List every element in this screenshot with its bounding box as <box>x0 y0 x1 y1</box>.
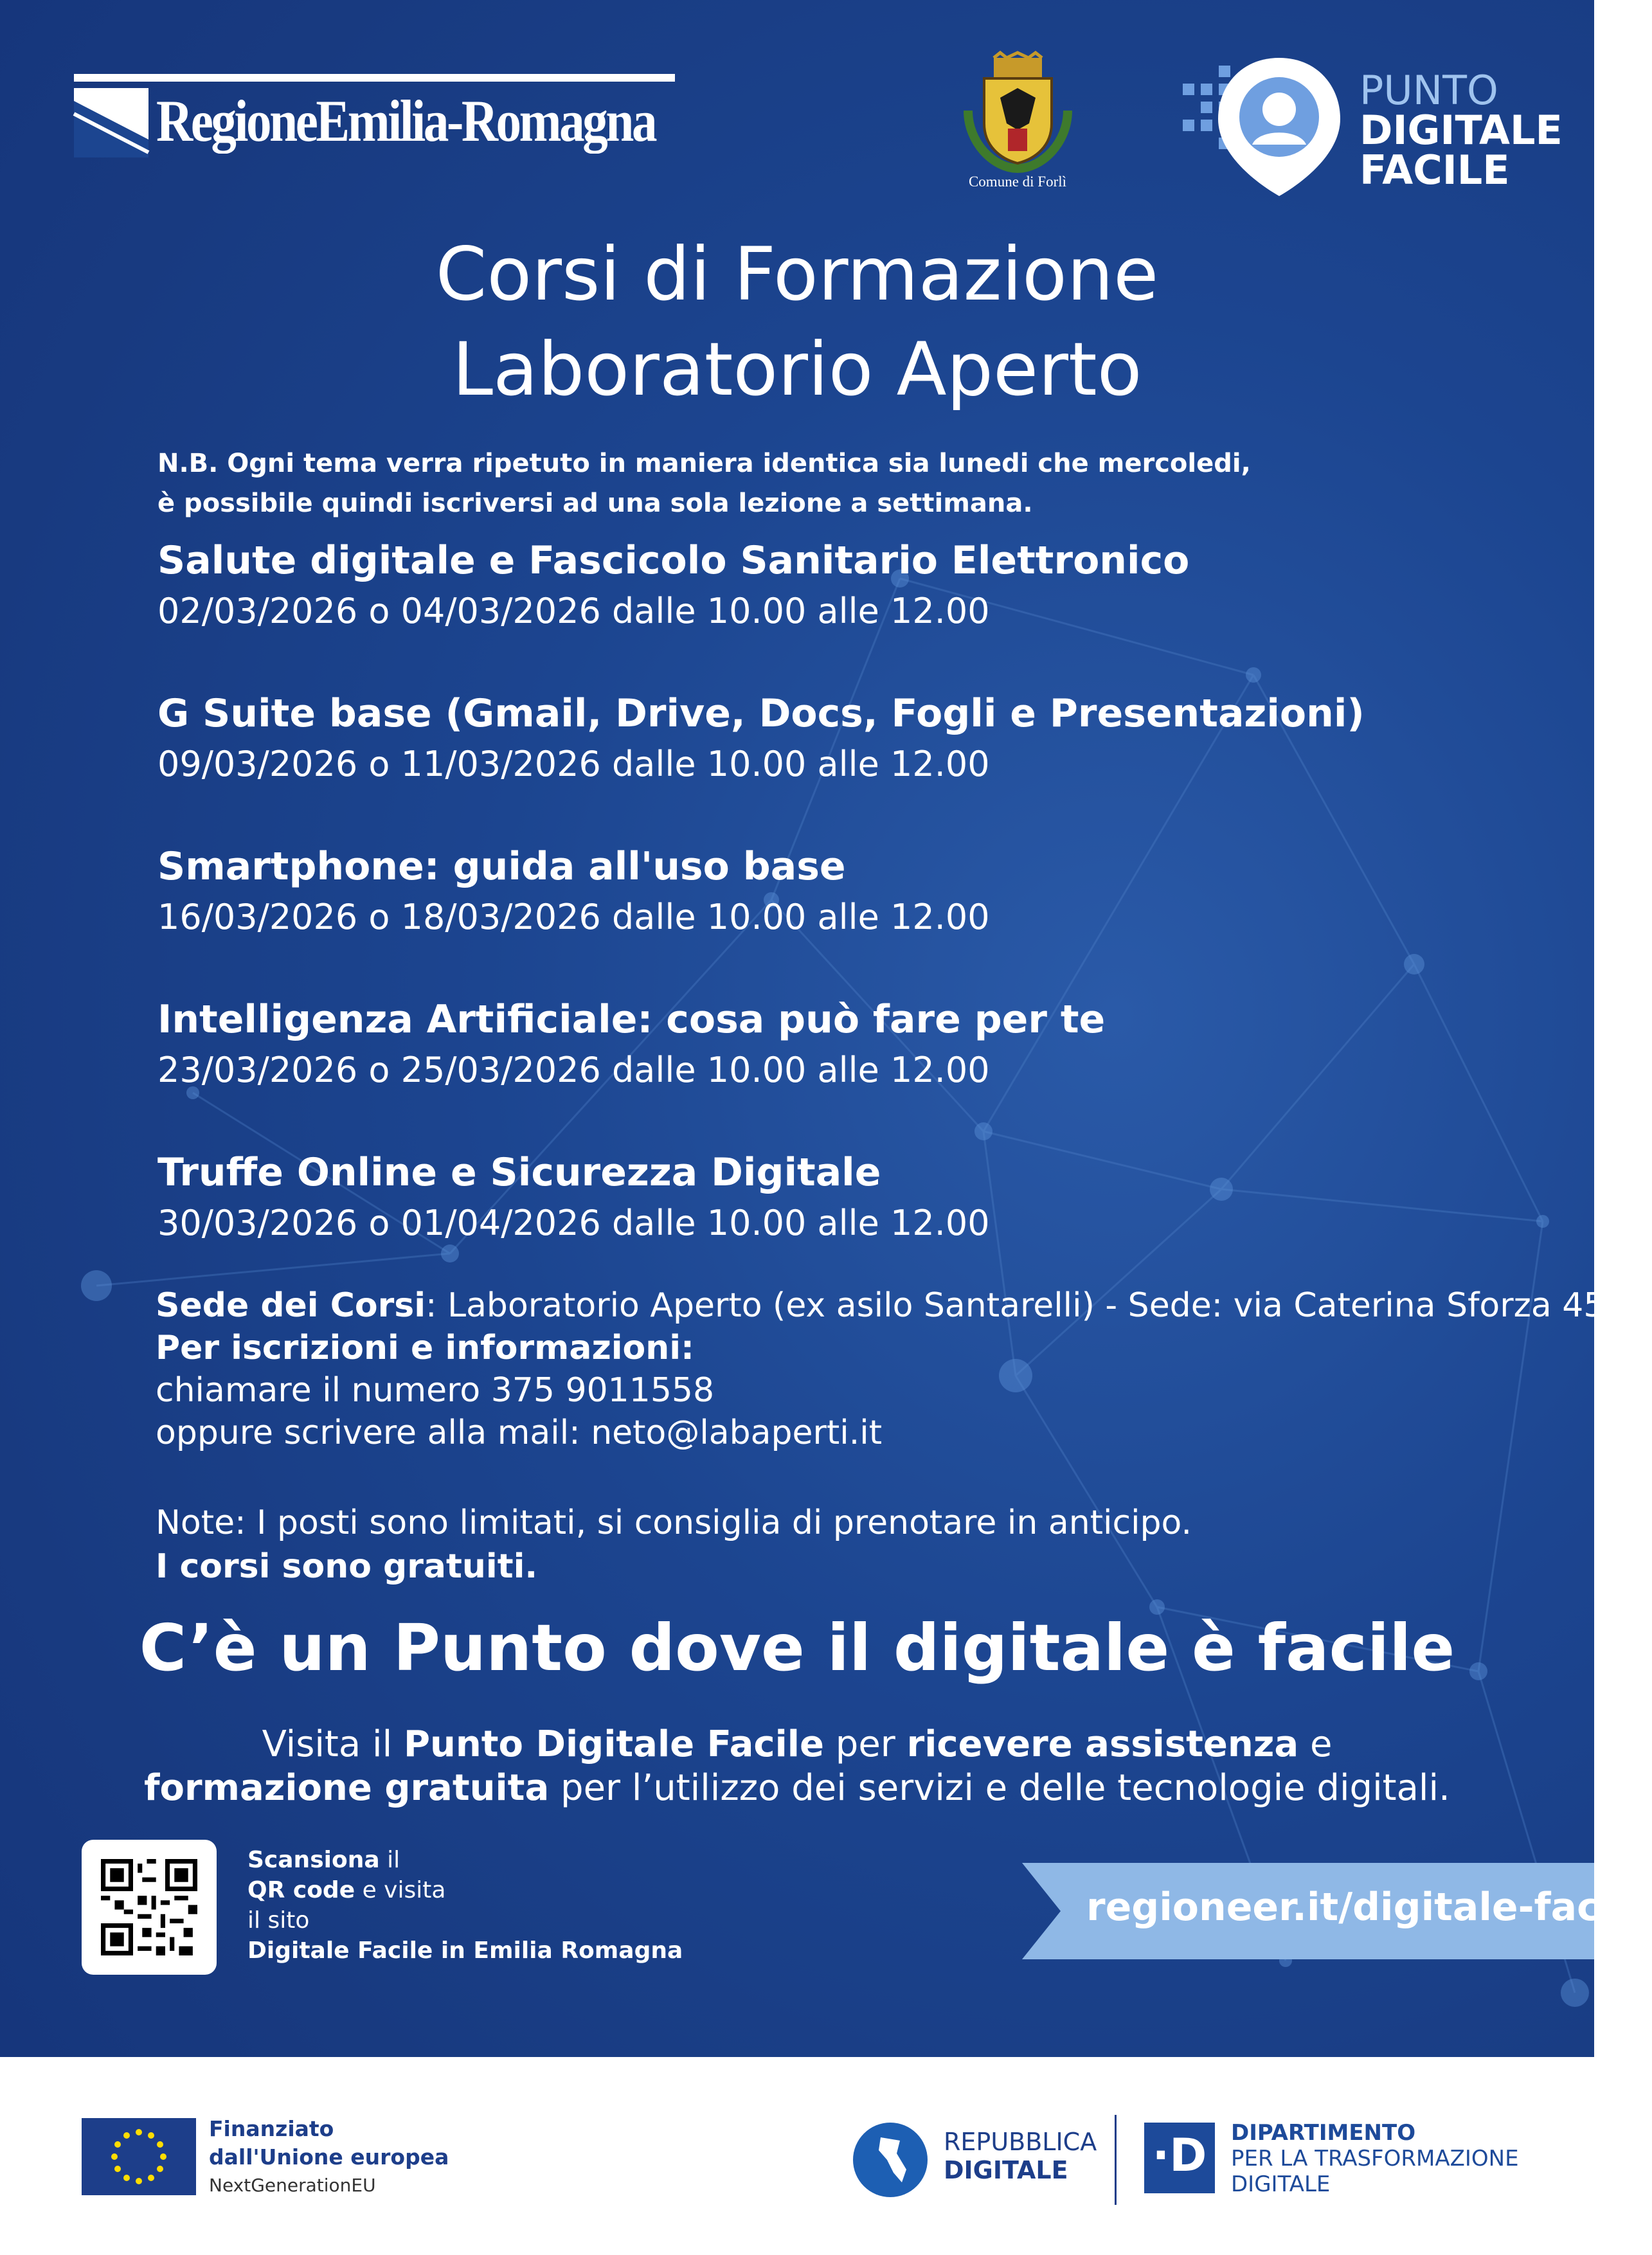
pdf-line-punto: PUNTO <box>1360 67 1498 114</box>
course-item <box>157 1147 990 1248</box>
page-title-line1: Corsi di Formazione <box>435 231 1159 317</box>
footer-divider <box>1115 2115 1117 2205</box>
course-title: Intelligenza Artificiale: cosa può fare per te <box>157 997 1106 1042</box>
qr-code[interactable] <box>82 1840 217 1975</box>
page-title-line2: Laboratorio Aperto <box>452 327 1142 412</box>
regione-flag-icon <box>74 88 148 157</box>
qr-instructions: Scansiona il QR code e visita il sito Digitale Facile in Emilia Romagna <box>247 1847 683 1964</box>
course-dates: 09/03/2026 o 11/03/2026 dalle 10.00 alle 12.00 <box>157 744 990 784</box>
note-line1: Note: I posti sono limitati, si consiglia di prenotare in anticipo. <box>156 1504 1192 1542</box>
course-info <box>156 1284 1604 1454</box>
iscrizioni-label: Per iscrizioni e informazioni: <box>156 1329 694 1367</box>
course-title: Smartphone: guida all'uso base <box>157 844 846 889</box>
course-item <box>157 688 1365 789</box>
note-line2: I corsi sono gratuiti. <box>156 1547 538 1586</box>
nb-line2: è possibile quindi iscriversi ad una sola lezione a settimana. <box>157 489 1033 518</box>
comune-crest-icon <box>955 53 1081 172</box>
nb-note <box>157 444 1251 523</box>
qr-code-icon <box>101 1859 197 1955</box>
course-dates: 16/03/2026 o 18/03/2026 dalle 10.00 alle 12.00 <box>157 897 990 937</box>
course-dates: 30/03/2026 o 01/04/2026 dalle 10.00 alle 12.00 <box>157 1203 990 1243</box>
course-item <box>157 841 990 942</box>
punto-digitale-facile-wordmark <box>1360 67 1563 193</box>
course-title: Salute digitale e Fascicolo Sanitario Elettronico <box>157 538 1190 583</box>
sede-line <box>156 1284 1604 1327</box>
repubblica-digitale-icon <box>852 2121 929 2198</box>
course-item <box>157 535 1189 636</box>
visit-text <box>0 1723 1594 1810</box>
course-dates: 23/03/2026 o 25/03/2026 dalle 10.00 alle 12.00 <box>157 1050 990 1090</box>
regione-emilia-romagna-logo <box>74 74 675 164</box>
visit-line1: Visita il Punto Digitale Facile per ricevere assistenza e <box>262 1723 1333 1765</box>
phone-line: chiamare il numero 375 9011558 <box>156 1371 715 1410</box>
course-title: G Suite base (Gmail, Drive, Docs, Fogli e Presentazioni) <box>157 691 1365 736</box>
slogan: C’è un Punto dove il digitale è facile <box>139 1610 1455 1685</box>
eu-flag-icon <box>82 2118 196 2195</box>
dipartimento-text: DIPARTIMENTO PER LA TRASFORMAZIONE DIGITALE <box>1231 2120 1519 2197</box>
visit-line2: formazione gratuita per l’utilizzo dei servizi e delle tecnologie digitali. <box>144 1767 1450 1809</box>
mail-line: oppure scrivere alla mail: neto@labaperti.it <box>156 1414 883 1452</box>
pdf-line-facile: FACILE <box>1360 147 1510 193</box>
note-block <box>156 1501 1192 1588</box>
website-link[interactable]: regioneer.it/digitale-facile <box>1086 1885 1652 1930</box>
sede-value: : Laboratorio Aperto (ex asilo Santarelli) - Sede: via Caterina Sforza 45 <box>426 1286 1605 1325</box>
dipartimento-icon: ·D <box>1144 2123 1215 2193</box>
nb-line1: N.B. Ogni tema verra ripetuto in maniera identica sia lunedi che mercoledi, <box>157 449 1251 478</box>
course-dates: 02/03/2026 o 04/03/2026 dalle 10.00 alle 12.00 <box>157 591 990 631</box>
sede-label: Sede dei Corsi <box>156 1286 426 1325</box>
repubblica-digitale-text: REPUBBLICA DIGITALE <box>944 2128 1097 2184</box>
comune-caption: Comune di Forlì <box>968 174 1067 190</box>
eu-funding-text: Finanziato dall'Unione europea NextGenerationEU <box>209 2116 449 2196</box>
logo-bar <box>74 74 675 82</box>
course-title: Truffe Online e Sicurezza Digitale <box>157 1150 881 1195</box>
regione-logo-text: RegioneEmilia-Romagna <box>156 88 656 154</box>
pdf-line-digitale: DIGITALE <box>1360 107 1563 154</box>
course-item <box>157 994 1105 1095</box>
